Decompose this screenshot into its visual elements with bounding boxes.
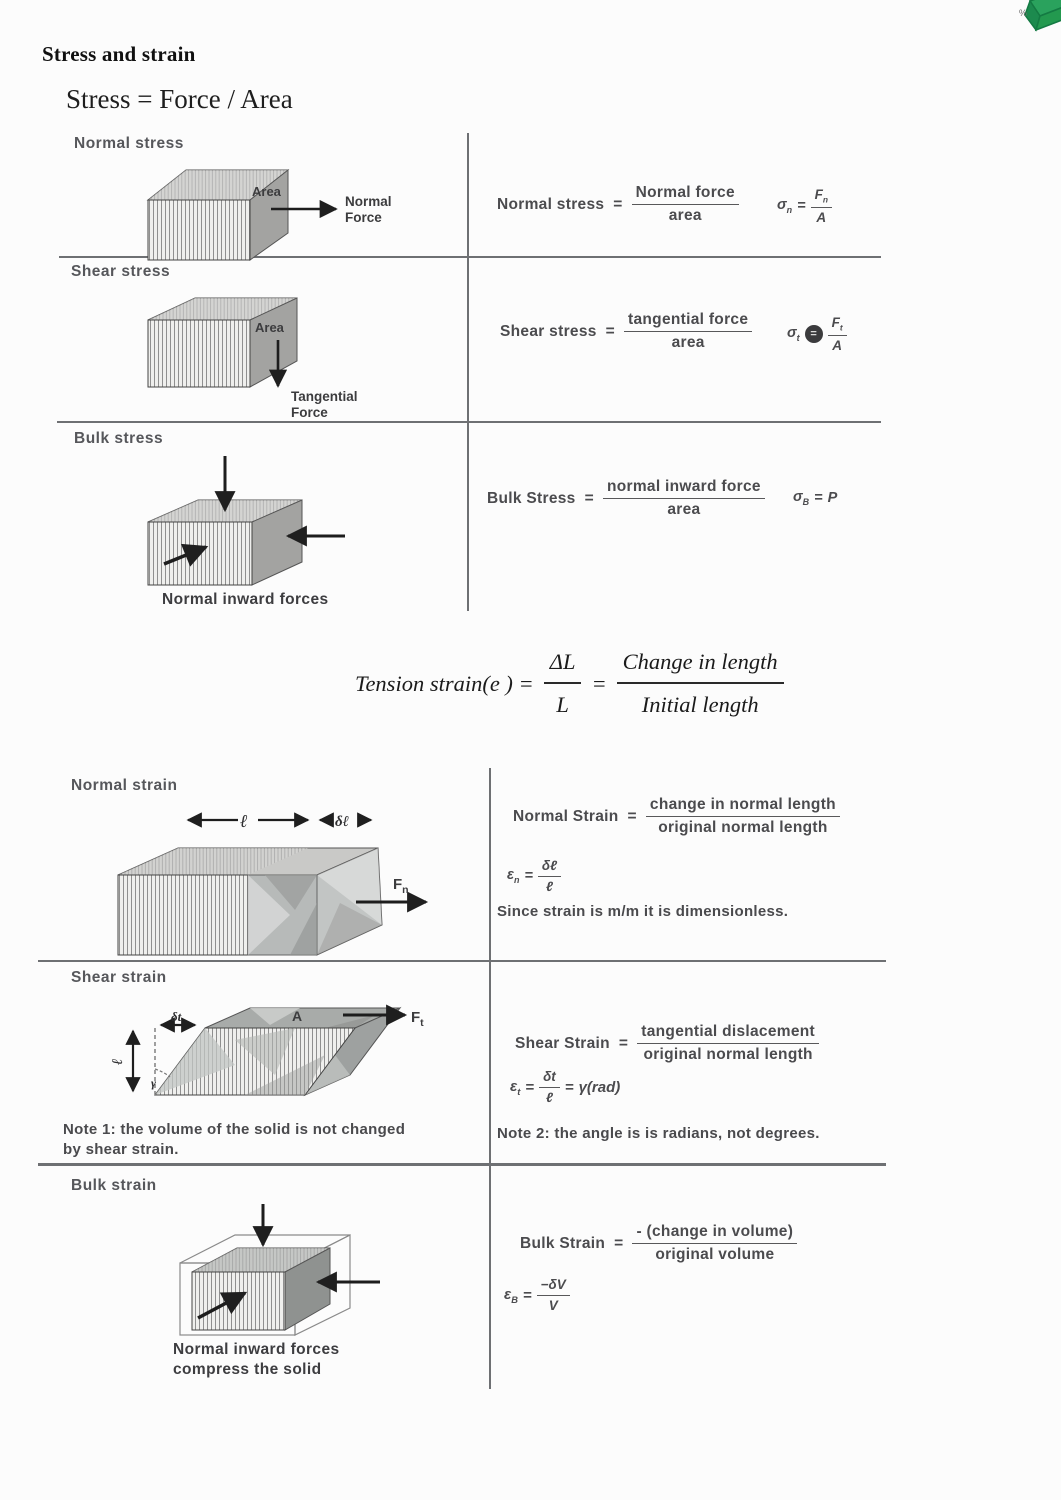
- inner-front-face: [192, 1272, 285, 1330]
- shear-stress-formula: [500, 310, 752, 353]
- formula-lhs: Bulk Stress: [487, 489, 576, 507]
- section-label-shear-stress: Shear stress: [71, 263, 171, 280]
- symbol-fraction: [537, 1276, 570, 1314]
- symbol-denominator: ℓ: [546, 878, 554, 894]
- gamma-arc: [155, 1069, 170, 1077]
- symbol-fraction: [811, 186, 832, 226]
- symbol-fraction: [539, 1068, 560, 1106]
- normal-strain-formula: [513, 795, 840, 838]
- fraction-denominator: area: [667, 501, 701, 519]
- area-a-label: A: [292, 1008, 303, 1024]
- shear-strain-formula: [515, 1022, 819, 1065]
- equals: =: [627, 807, 637, 825]
- gamma-label: γ: [151, 1076, 156, 1090]
- sigma-t: $\sigma_t$: [787, 325, 800, 343]
- delta-L: ΔL: [544, 646, 582, 684]
- formula-lhs: Bulk Strain: [520, 1234, 606, 1252]
- equals: =: [614, 1234, 624, 1252]
- box-front-face: [118, 875, 248, 955]
- note-1-line-1: Note 1: the volume of the solid is not changed: [63, 1121, 406, 1138]
- tension-lhs: Tension strain(e ) =: [355, 670, 534, 696]
- epsilon-n: $\varepsilon_n$: [507, 867, 520, 885]
- equals: =: [605, 322, 616, 340]
- note-1: [63, 1120, 493, 1161]
- shear-stress-symbol: [787, 314, 847, 354]
- normal-stress-diagram: [140, 163, 460, 263]
- fraction-numerator: normal inward force: [603, 477, 765, 499]
- symbol-denominator: A: [832, 337, 843, 353]
- force-label-1: Normal: [345, 194, 392, 209]
- symbol-numerator: $F_n$: [811, 186, 832, 208]
- fraction: [632, 1222, 797, 1265]
- normal-strain-symbol: [507, 857, 561, 895]
- area-label: Area: [252, 184, 281, 199]
- equals: =: [797, 198, 806, 215]
- bulk-stress-diagram: [140, 448, 485, 608]
- note-2: Note 2: the angle is is radians, not degrees.: [497, 1125, 820, 1142]
- formula-lhs: Normal stress: [497, 195, 605, 213]
- symbol-fraction: [538, 857, 561, 895]
- fraction: [637, 1022, 819, 1065]
- equals-blob: =: [805, 325, 823, 343]
- equals: =: [525, 1078, 535, 1096]
- box-front-face: [148, 522, 252, 585]
- change-in-length: Change in length: [617, 646, 784, 684]
- bulk-stress-symbol: [793, 489, 837, 507]
- fraction-numerator: tangential force: [624, 310, 752, 332]
- fraction: [624, 310, 752, 353]
- symbol-rhs: P: [827, 489, 838, 506]
- force-label-1: Tangential: [291, 389, 358, 404]
- L: L: [556, 691, 569, 717]
- epsilon-B: $\varepsilon_B$: [504, 1285, 518, 1305]
- section-label-normal-strain: Normal strain: [71, 777, 178, 794]
- equals: =: [591, 670, 607, 696]
- length-label: ℓ: [240, 811, 248, 831]
- box-front-face: [148, 200, 250, 260]
- formula-lhs: Shear Strain: [515, 1034, 610, 1052]
- shear-strain-symbol: [510, 1068, 620, 1106]
- equals: =: [814, 489, 823, 506]
- symbol-denominator: A: [816, 209, 827, 225]
- formula-lhs: Shear stress: [500, 322, 597, 340]
- symbol-denominator: V: [548, 1297, 558, 1313]
- fraction-denominator: area: [671, 334, 705, 352]
- bulk-strain-caption: [173, 1340, 340, 1380]
- symbol-numerator: δt: [539, 1068, 560, 1088]
- divider: [38, 1163, 886, 1166]
- tension-strain-formula: [355, 646, 784, 721]
- normal-stress-formula: [497, 183, 739, 226]
- fraction-numerator: change in normal length: [646, 795, 840, 817]
- bulk-strain-formula: [520, 1222, 797, 1265]
- equals: =: [613, 195, 623, 213]
- height-label: ℓ: [110, 1058, 126, 1065]
- fraction-numerator: Normal force: [632, 183, 739, 205]
- tension-fraction-1: [544, 646, 582, 721]
- box-front-face: [148, 320, 250, 387]
- percent-mark: %: [1019, 8, 1028, 18]
- force-t-label: $F_t$: [411, 1009, 424, 1029]
- tension-fraction-2: [617, 646, 784, 721]
- symbol-numerator: −δV: [537, 1276, 570, 1296]
- shear-stress-diagram: [145, 288, 475, 433]
- delta-length-label: δℓ: [335, 814, 350, 830]
- shear-strain-diagram: [95, 995, 465, 1120]
- fraction: [632, 183, 739, 226]
- equals: =: [584, 489, 594, 507]
- fraction-denominator: area: [668, 207, 702, 225]
- fraction-numerator: - (change in volume): [632, 1222, 797, 1244]
- symbol-numerator: δℓ: [538, 857, 561, 877]
- epsilon-t: $\varepsilon_t$: [510, 1077, 521, 1097]
- bulk-strain-symbol: [504, 1276, 570, 1314]
- equals-2: =: [564, 1078, 574, 1096]
- section-label-shear-strain: Shear strain: [71, 969, 167, 986]
- fraction-denominator: original volume: [655, 1246, 775, 1264]
- normal-stress-symbol: [777, 186, 832, 226]
- section-label-bulk-stress: Bulk stress: [74, 430, 164, 447]
- force-label-2: Force: [345, 210, 382, 225]
- section-label-bulk-strain: Bulk strain: [71, 1177, 157, 1194]
- bulk-stress-formula: [487, 477, 765, 520]
- section-label-normal-stress: Normal stress: [74, 135, 184, 152]
- note-1-line-2: by shear strain.: [63, 1141, 179, 1159]
- gamma-rad: γ(rad): [578, 1078, 621, 1096]
- delta-t-label: δt: [171, 1009, 182, 1024]
- page-title: Stress and strain: [42, 42, 196, 66]
- bulk-stress-caption: Normal inward forces: [162, 591, 329, 608]
- main-formula: Stress = Force / Area: [66, 84, 293, 114]
- dimensionless-note: Since strain is m/m it is dimensionless.: [497, 903, 789, 920]
- fraction-numerator: tangential dislacement: [637, 1022, 819, 1044]
- normal-strain-diagram: [90, 785, 460, 965]
- bulk-strain-diagram: [150, 1190, 490, 1345]
- symbol-numerator: $F_t$: [828, 314, 847, 336]
- initial-length: Initial length: [641, 691, 759, 717]
- bulk-strain-caption-line-2: compress the solid: [173, 1361, 322, 1379]
- fraction-denominator: original normal length: [643, 1046, 813, 1064]
- fraction-denominator: original normal length: [658, 819, 828, 837]
- equals: =: [618, 1034, 629, 1052]
- bulk-strain-caption-line-1: Normal inward forces: [173, 1341, 340, 1358]
- force-n-label: $F_n$: [393, 876, 409, 896]
- fraction: [603, 477, 765, 520]
- equals: =: [524, 868, 533, 885]
- area-label: Area: [255, 320, 284, 335]
- symbol-denominator: ℓ: [545, 1089, 553, 1105]
- fraction: [646, 795, 840, 838]
- symbol-fraction: [828, 314, 847, 354]
- equals: =: [522, 1286, 532, 1304]
- force-label-2: Force: [291, 405, 328, 420]
- sigma-n: $\sigma_n$: [777, 197, 793, 215]
- sigma-B: $\sigma_B$: [793, 489, 810, 507]
- formula-lhs: Normal Strain: [513, 807, 619, 825]
